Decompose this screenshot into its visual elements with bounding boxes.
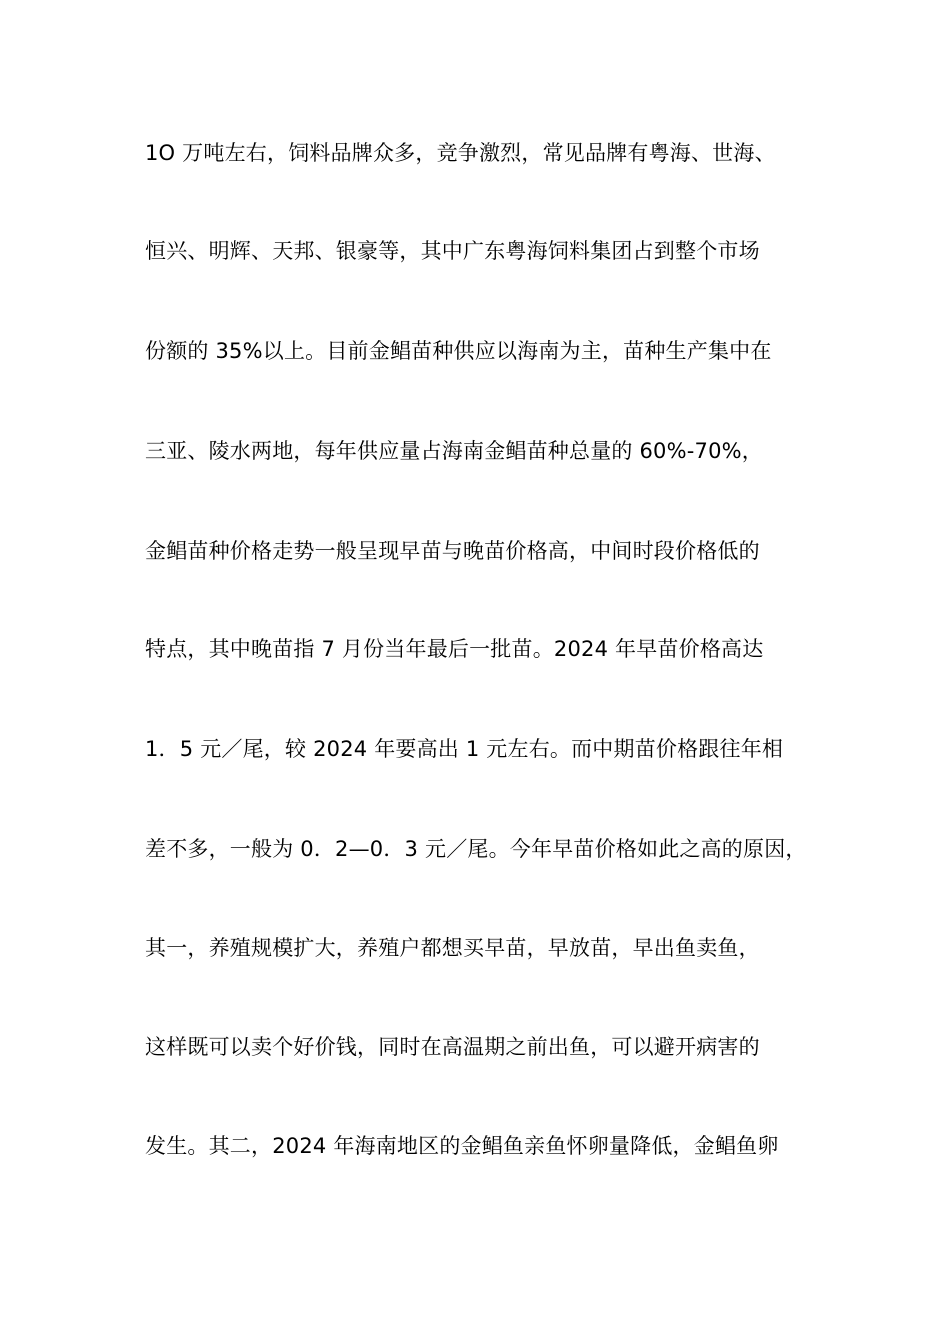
paragraph-line: 这样既可以卖个好价钱，同时在高温期之前出鱼，可以避开病害的 bbox=[145, 1035, 760, 1059]
paragraph-line: 发生。其二，2024 年海南地区的金鲳鱼亲鱼怀卵量降低，金鲳鱼卵 bbox=[145, 1134, 779, 1158]
paragraph-line: 三亚、陵水两地，每年供应量占海南金鲳苗种总量的 60%-70%， bbox=[145, 439, 764, 463]
paragraph-line: 其一，养殖规模扩大，养殖户都想买早苗，早放苗，早出鱼卖鱼， bbox=[145, 936, 760, 960]
paragraph-line: 份额的 35%以上。目前金鲳苗种供应以海南为主，苗种生产集中在 bbox=[145, 339, 772, 363]
paragraph-line: 金鲳苗种价格走势一般呈现早苗与晚苗价格高，中间时段价格低的 bbox=[145, 539, 760, 563]
paragraph-line: 差不多，一般为 0．2—0．3 元／尾。今年早苗价格如此之高的原因， bbox=[145, 837, 807, 861]
paragraph-line: 恒兴、明辉、天邦、银豪等，其中广东粤海饲料集团占到整个市场 bbox=[145, 239, 760, 263]
paragraph-line: 1O 万吨左右，饲料品牌众多，竞争激烈，常见品牌有粤海、世海、 bbox=[145, 141, 776, 165]
paragraph-line: 1．5 元／尾，较 2024 年要高出 1 元左右。而中期苗价格跟往年相 bbox=[145, 737, 784, 761]
paragraph-line: 特点，其中晚苗指 7 月份当年最后一批苗。2024 年早苗价格高达 bbox=[145, 637, 764, 661]
